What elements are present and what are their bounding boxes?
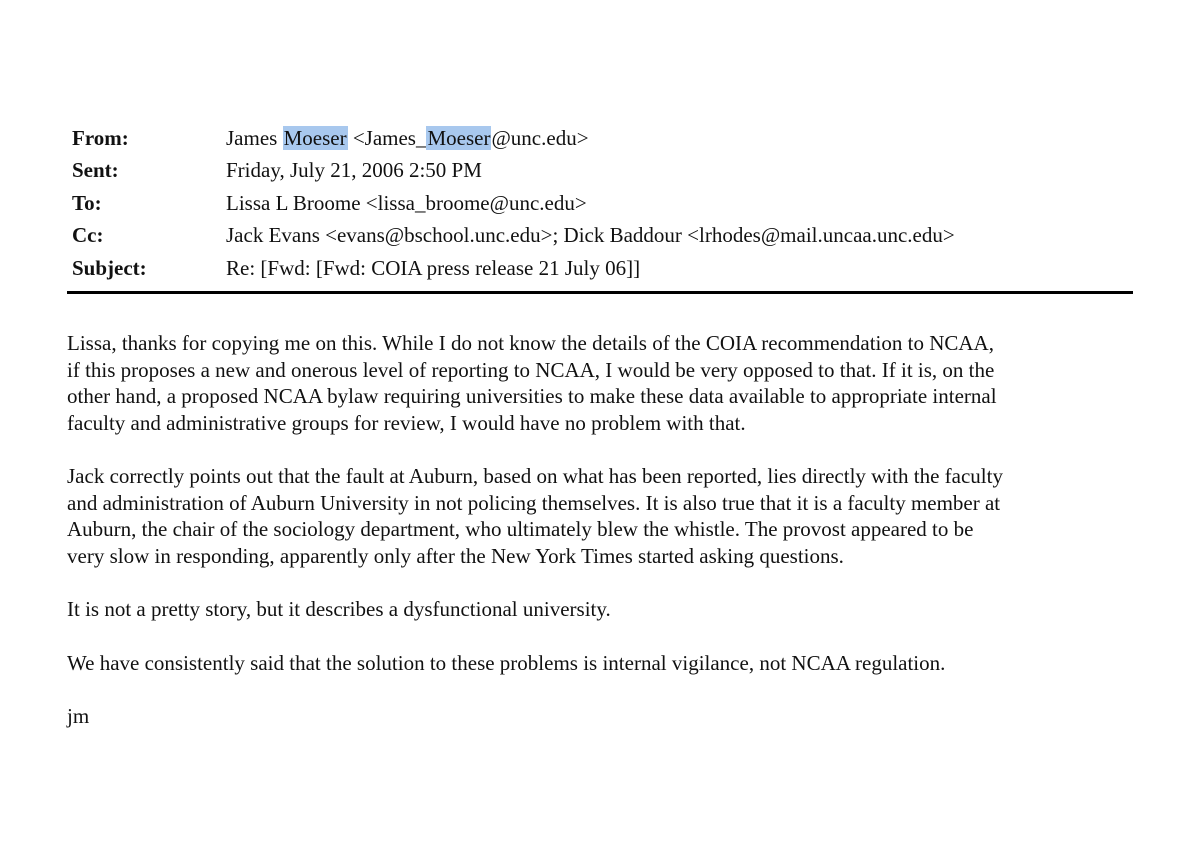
body-paragraph-2 [67,463,1137,569]
signature-text: jm [67,704,90,728]
from-value [226,126,1132,151]
body-line: and administration of Auburn University in not policing themselves. It is also true that it is a faculty member at [67,490,1001,515]
body-line: We have consistently said that the solution to these problems is internal vigilance, not NCAA regulation. [67,650,946,675]
body-paragraph-4 [67,650,1137,677]
to-value: Lissa L Broome <lissa_broome@unc.edu> [226,190,587,215]
subject-value: Re: [Fwd: [Fwd: COIA press release 21 July 06]] [226,255,641,280]
body-line: Jack correctly points out that the fault at Auburn, based on what has been reported, lies directly with the faculty [67,464,1003,488]
body-line: It is not a pretty story, but it describes a dysfunctional university. [67,597,611,621]
cc-label: Cc: [72,223,104,248]
body-line: if this proposes a new and onerous level of reporting to NCAA, I would be very opposed to that. If it is, on the [67,357,995,382]
header-divider [67,291,1133,294]
email-body [67,330,1137,757]
body-paragraph-3 [67,596,1137,623]
body-line: other hand, a proposed NCAA bylaw requiring universities to make these data available to appropriate internal [67,384,997,408]
cc-value: Jack Evans <evans@bschool.unc.edu>; Dick Baddour <lrhodes@mail.uncaa.unc.edu> [226,223,955,248]
from-email-highlight: Moeser [427,125,491,150]
body-line: very slow in responding, apparently only after the New York Times started asking questions. [67,543,844,568]
sent-row [72,155,1132,188]
signature [67,703,1137,730]
body-line: faculty and administrative groups for review, I would have no problem with that. [67,410,746,435]
sent-value: Friday, July 21, 2006 2:50 PM [226,158,482,183]
from-row [72,122,1132,155]
subject-row [72,252,1132,285]
to-label: To: [72,190,102,215]
body-paragraph-1 [67,330,1137,436]
sent-label: Sent: [72,158,119,183]
cc-row [72,220,1132,253]
from-email-post: @unc.edu> [491,125,589,150]
body-line: Lissa, thanks for copying me on this. While I do not know the details of the COIA recommendation to NCAA, [67,331,994,355]
body-line: Auburn, the chair of the sociology department, who ultimately blew the whistle. The provost appeared to be [67,517,974,541]
from-email-pre: <James_ [347,125,427,150]
from-name-highlight: Moeser [283,125,347,150]
to-row [72,187,1132,220]
from-name-first: James [226,125,283,150]
subject-label: Subject: [72,255,147,280]
email-header [72,122,1132,285]
from-label: From: [72,125,129,150]
